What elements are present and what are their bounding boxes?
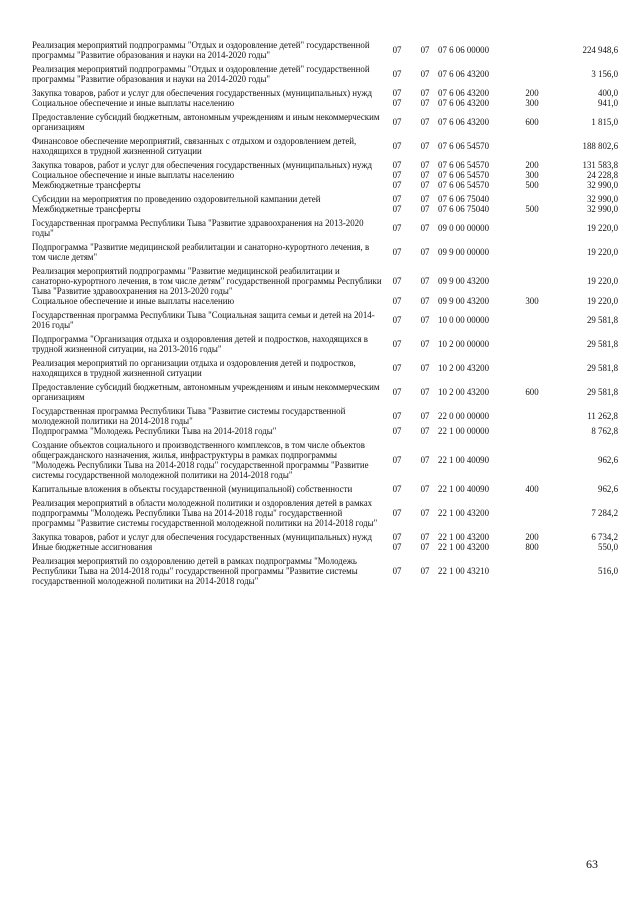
row-vr bbox=[518, 266, 546, 296]
row-pr: 07 bbox=[420, 204, 430, 214]
row-sum: 11 262,8 bbox=[587, 411, 618, 421]
row-rz: 07 bbox=[392, 45, 402, 55]
row-csr: 10 2 00 43200 bbox=[438, 363, 490, 373]
row-csr: 07 6 06 54570 bbox=[438, 180, 490, 190]
row-rz: 07 bbox=[392, 455, 402, 465]
row-csr: 22 1 00 43200 bbox=[438, 542, 490, 552]
row-vr: 500 bbox=[525, 180, 539, 190]
row-csr: 07 6 06 43200 bbox=[438, 88, 490, 98]
row-pr: 07 bbox=[420, 387, 430, 397]
row-sum: 19 220,0 bbox=[586, 223, 618, 233]
row-sum: 400,0 bbox=[598, 88, 618, 98]
row-pr: 07 bbox=[420, 339, 430, 349]
row-csr: 07 6 06 54570 bbox=[438, 141, 490, 151]
table-row bbox=[32, 170, 618, 180]
row-csr: 22 1 00 40090 bbox=[438, 484, 490, 494]
row-rz: 07 bbox=[392, 98, 402, 108]
row-csr: 07 6 06 43200 bbox=[438, 69, 490, 79]
row-vr bbox=[518, 334, 546, 354]
row-rz: 07 bbox=[392, 180, 402, 190]
row-rz: 07 bbox=[392, 484, 402, 494]
row-rz: 07 bbox=[392, 204, 402, 214]
row-csr: 07 6 06 75040 bbox=[438, 204, 490, 214]
row-name: Социальное обеспечение и иные выплаты населению bbox=[32, 296, 235, 306]
row-vr: 500 bbox=[525, 204, 539, 214]
table-row bbox=[32, 136, 618, 156]
row-csr: 09 9 00 43200 bbox=[438, 276, 490, 286]
row-csr: 10 2 00 43200 bbox=[438, 387, 490, 397]
row-vr bbox=[518, 136, 546, 156]
row-rz: 07 bbox=[392, 276, 402, 286]
row-vr bbox=[518, 218, 546, 238]
row-vr bbox=[518, 440, 546, 480]
row-vr: 600 bbox=[525, 387, 539, 397]
row-name: Социальное обеспечение и иные выплаты населению bbox=[32, 170, 235, 180]
table-body bbox=[32, 40, 618, 586]
row-sum: 29 581,8 bbox=[586, 387, 618, 397]
row-rz: 07 bbox=[392, 411, 402, 421]
row-sum: 32 990,0 bbox=[586, 180, 618, 190]
row-csr: 07 6 06 75040 bbox=[438, 194, 490, 204]
row-csr: 10 2 00 00000 bbox=[438, 339, 490, 349]
row-name: Предоставление субсидий бюджетным, автономным учреждениям и иным некоммерческим организациям bbox=[32, 112, 380, 132]
row-rz: 07 bbox=[392, 387, 402, 397]
row-sum: 188 802,6 bbox=[582, 141, 618, 151]
row-sum: 550,0 bbox=[598, 542, 618, 552]
row-csr: 22 1 00 43200 bbox=[438, 532, 490, 542]
row-sum: 8 762,8 bbox=[591, 426, 618, 436]
row-sum: 29 581,8 bbox=[586, 315, 618, 325]
row-sum: 24 228,8 bbox=[586, 170, 618, 180]
table-row bbox=[32, 266, 618, 296]
table-row bbox=[32, 112, 618, 132]
table-row bbox=[32, 218, 618, 238]
row-sum: 941,0 bbox=[598, 98, 618, 108]
row-pr: 07 bbox=[420, 141, 430, 151]
row-pr: 07 bbox=[420, 88, 430, 98]
row-name: Финансовое обеспечение мероприятий, связанных с отдыхом и оздоровлением детей, находящихся в трудной жизненной ситуации bbox=[32, 136, 357, 156]
row-csr: 09 9 00 43200 bbox=[438, 296, 490, 306]
row-name: Межбюджетные трансферты bbox=[32, 180, 141, 190]
table-row bbox=[32, 98, 618, 108]
row-rz: 07 bbox=[392, 141, 402, 151]
row-csr: 07 6 06 43200 bbox=[438, 117, 490, 127]
table-row bbox=[32, 440, 618, 480]
row-name: Капитальные вложения в объекты государственной (муниципальной) собственности bbox=[32, 484, 353, 494]
row-rz: 07 bbox=[392, 194, 402, 204]
row-csr: 07 6 06 54570 bbox=[438, 170, 490, 180]
table-row bbox=[32, 64, 618, 84]
row-vr bbox=[518, 242, 546, 262]
row-vr: 300 bbox=[525, 98, 539, 108]
row-vr bbox=[518, 194, 546, 204]
row-name: Закупка товаров, работ и услуг для обеспечения государственных (муниципальных) нужд bbox=[32, 160, 373, 170]
row-name: Реализация мероприятий подпрограммы "Отдых и оздоровление детей" государственной программы "Развитие образования и науки на 2014-2020 годы" bbox=[32, 64, 370, 84]
page-number: 63 bbox=[586, 857, 598, 871]
row-rz: 07 bbox=[392, 88, 402, 98]
row-sum: 29 581,8 bbox=[586, 339, 618, 349]
row-pr: 07 bbox=[420, 363, 430, 373]
row-pr: 07 bbox=[420, 170, 430, 180]
row-vr bbox=[518, 64, 546, 84]
row-rz: 07 bbox=[392, 542, 402, 552]
row-csr: 07 6 06 00000 bbox=[438, 45, 490, 55]
row-pr: 07 bbox=[420, 69, 430, 79]
row-sum: 7 284,2 bbox=[591, 508, 618, 518]
table-row bbox=[32, 426, 618, 436]
row-pr: 07 bbox=[420, 508, 430, 518]
row-pr: 07 bbox=[420, 194, 430, 204]
row-pr: 07 bbox=[420, 247, 430, 257]
row-csr: 22 1 00 40090 bbox=[438, 455, 490, 465]
row-rz: 07 bbox=[392, 363, 402, 373]
row-name: Субсидии на мероприятия по проведению оздоровительной кампании детей bbox=[32, 194, 321, 204]
row-sum: 516,0 bbox=[598, 566, 618, 576]
row-vr bbox=[518, 40, 546, 60]
row-pr: 07 bbox=[420, 296, 430, 306]
row-rz: 07 bbox=[392, 566, 402, 576]
table-row bbox=[32, 88, 618, 98]
table-row bbox=[32, 484, 618, 494]
row-vr bbox=[518, 406, 546, 426]
row-csr: 07 6 06 54570 bbox=[438, 160, 490, 170]
row-csr: 22 1 00 43200 bbox=[438, 508, 490, 518]
row-vr: 300 bbox=[525, 296, 539, 306]
row-pr: 07 bbox=[420, 315, 430, 325]
row-vr: 400 bbox=[525, 484, 539, 494]
row-name: Создание объектов социального и производственного комплексов, в том числе объектов общегражданского назначения, жилья, инфраструктуры в рамках подпрограммы "Молодежь Республики Тыва на 2014-2018 годы" государственной программы "Развитие системы государственной молодежной политики на 2014-2018 годы" bbox=[32, 440, 369, 480]
row-vr bbox=[518, 426, 546, 436]
table-row bbox=[32, 334, 618, 354]
row-name: Реализация мероприятий по оздоровлению детей в рамках подпрограммы "Молодежь Республики Тыва на 2014-2018 годы" государственной программы "Развитие системы государственной молодежной политики на 2014-2018 годы" bbox=[32, 556, 358, 586]
row-sum: 29 581,8 bbox=[586, 363, 618, 373]
row-csr: 10 0 00 00000 bbox=[438, 315, 490, 325]
table-row bbox=[32, 160, 618, 170]
row-csr: 22 0 00 00000 bbox=[438, 411, 490, 421]
row-sum: 131 583,8 bbox=[582, 160, 618, 170]
row-pr: 07 bbox=[420, 426, 430, 436]
row-pr: 07 bbox=[420, 160, 430, 170]
row-name: Реализация мероприятий подпрограммы "Отдых и оздоровление детей" государственной программы "Развитие образования и науки на 2014-2020 годы" bbox=[32, 40, 370, 60]
row-rz: 07 bbox=[392, 339, 402, 349]
row-name: Подпрограмма "Организация отдыха и оздоровления детей и подростков, находящихся в трудной жизненной ситуации, на 2013-2016 годы" bbox=[32, 334, 368, 354]
row-name: Закупка товаров, работ и услуг для обеспечения государственных (муниципальных) нужд bbox=[32, 532, 373, 542]
row-pr: 07 bbox=[420, 484, 430, 494]
row-sum: 19 220,0 bbox=[586, 247, 618, 257]
row-rz: 07 bbox=[392, 508, 402, 518]
row-csr: 22 1 00 43210 bbox=[438, 566, 490, 576]
row-csr: 22 1 00 00000 bbox=[438, 426, 490, 436]
row-pr: 07 bbox=[420, 45, 430, 55]
row-name: Реализация мероприятий по организации отдыха и оздоровления детей и подростков, находящихся в трудной жизненной ситуации bbox=[32, 358, 356, 378]
row-sum: 32 990,0 bbox=[586, 204, 618, 214]
row-pr: 07 bbox=[420, 532, 430, 542]
row-pr: 07 bbox=[420, 542, 430, 552]
table-row bbox=[32, 498, 618, 528]
table-row bbox=[32, 358, 618, 378]
row-name: Подпрограмма "Развитие медицинской реабилитации и санаторно-курортного лечения, в том числе детям" bbox=[32, 242, 370, 262]
row-name: Государственная программа Республики Тыва "Развитие здравоохранения на 2013-2020 годы" bbox=[32, 218, 364, 238]
table-row bbox=[32, 310, 618, 330]
row-name: Социальное обеспечение и иные выплаты населению bbox=[32, 98, 235, 108]
row-name: Государственная программа Республики Тыва "Развитие системы государственной молодежной политики на 2014-2018 годы" bbox=[32, 406, 346, 426]
table-row bbox=[32, 532, 618, 542]
row-pr: 07 bbox=[420, 223, 430, 233]
row-vr: 300 bbox=[525, 170, 539, 180]
row-rz: 07 bbox=[392, 69, 402, 79]
row-sum: 224 948,6 bbox=[582, 45, 618, 55]
row-name: Реализация мероприятий подпрограммы "Развитие медицинской реабилитации и санаторно-курортного лечения, в том числе детям" государственной программы Республики Тыва "Развитие здравоохранения на 2013-2020 годы" bbox=[32, 266, 382, 296]
row-pr: 07 bbox=[420, 411, 430, 421]
row-sum: 3 156,0 bbox=[591, 69, 618, 79]
row-sum: 32 990,0 bbox=[586, 194, 618, 204]
row-pr: 07 bbox=[420, 117, 430, 127]
row-csr: 09 0 00 00000 bbox=[438, 223, 490, 233]
row-sum: 1 815,0 bbox=[591, 117, 618, 127]
row-csr: 07 6 06 43200 bbox=[438, 98, 490, 108]
row-vr bbox=[518, 310, 546, 330]
row-vr: 200 bbox=[525, 160, 539, 170]
row-vr: 200 bbox=[525, 88, 539, 98]
row-rz: 07 bbox=[392, 296, 402, 306]
row-name: Реализация мероприятий в области молодежной политики и оздоровления детей в рамках подпрограммы "Молодежь Республики Тыва на 2014-2018 годы" государственной программы "Развитие системы государственной молодежной политики на 2014-2018 годы" bbox=[32, 498, 378, 528]
row-vr: 200 bbox=[525, 532, 539, 542]
table-row bbox=[32, 40, 618, 60]
row-vr: 800 bbox=[525, 542, 539, 552]
row-pr: 07 bbox=[420, 455, 430, 465]
row-sum: 19 220,0 bbox=[586, 296, 618, 306]
row-pr: 07 bbox=[420, 276, 430, 286]
row-name: Государственная программа Республики Тыва "Социальная защита семьи и детей на 2014-2016 годы" bbox=[32, 310, 375, 330]
row-vr bbox=[518, 358, 546, 378]
row-vr bbox=[518, 556, 546, 586]
row-name: Подпрограмма "Молодежь Республики Тыва на 2014-2018 годы" bbox=[32, 426, 277, 436]
row-rz: 07 bbox=[392, 315, 402, 325]
row-name: Иные бюджетные ассигнования bbox=[32, 542, 153, 552]
row-rz: 07 bbox=[392, 223, 402, 233]
table-row bbox=[32, 204, 618, 214]
row-vr: 600 bbox=[525, 117, 539, 127]
table-row bbox=[32, 556, 618, 586]
row-sum: 962,6 bbox=[598, 455, 618, 465]
row-sum: 962,6 bbox=[598, 484, 618, 494]
table-row bbox=[32, 296, 618, 306]
row-rz: 07 bbox=[392, 117, 402, 127]
table-row bbox=[32, 194, 618, 204]
row-sum: 6 734,2 bbox=[591, 532, 618, 542]
row-name: Закупка товаров, работ и услуг для обеспечения государственных (муниципальных) нужд bbox=[32, 88, 373, 98]
row-sum: 19 220,0 bbox=[586, 276, 618, 286]
row-csr: 09 9 00 00000 bbox=[438, 247, 490, 257]
row-name: Межбюджетные трансферты bbox=[32, 204, 141, 214]
row-rz: 07 bbox=[392, 532, 402, 542]
budget-table bbox=[32, 40, 618, 586]
table-row bbox=[32, 180, 618, 190]
table-row bbox=[32, 406, 618, 426]
table-row bbox=[32, 542, 618, 552]
row-pr: 07 bbox=[420, 180, 430, 190]
row-vr bbox=[518, 498, 546, 528]
row-rz: 07 bbox=[392, 170, 402, 180]
table-row bbox=[32, 382, 618, 402]
row-pr: 07 bbox=[420, 98, 430, 108]
row-pr: 07 bbox=[420, 566, 430, 576]
row-rz: 07 bbox=[392, 247, 402, 257]
table-row bbox=[32, 242, 618, 262]
row-name: Предоставление субсидий бюджетным, автономным учреждениям и иным некоммерческим организациям bbox=[32, 382, 380, 402]
row-rz: 07 bbox=[392, 426, 402, 436]
row-rz: 07 bbox=[392, 160, 402, 170]
